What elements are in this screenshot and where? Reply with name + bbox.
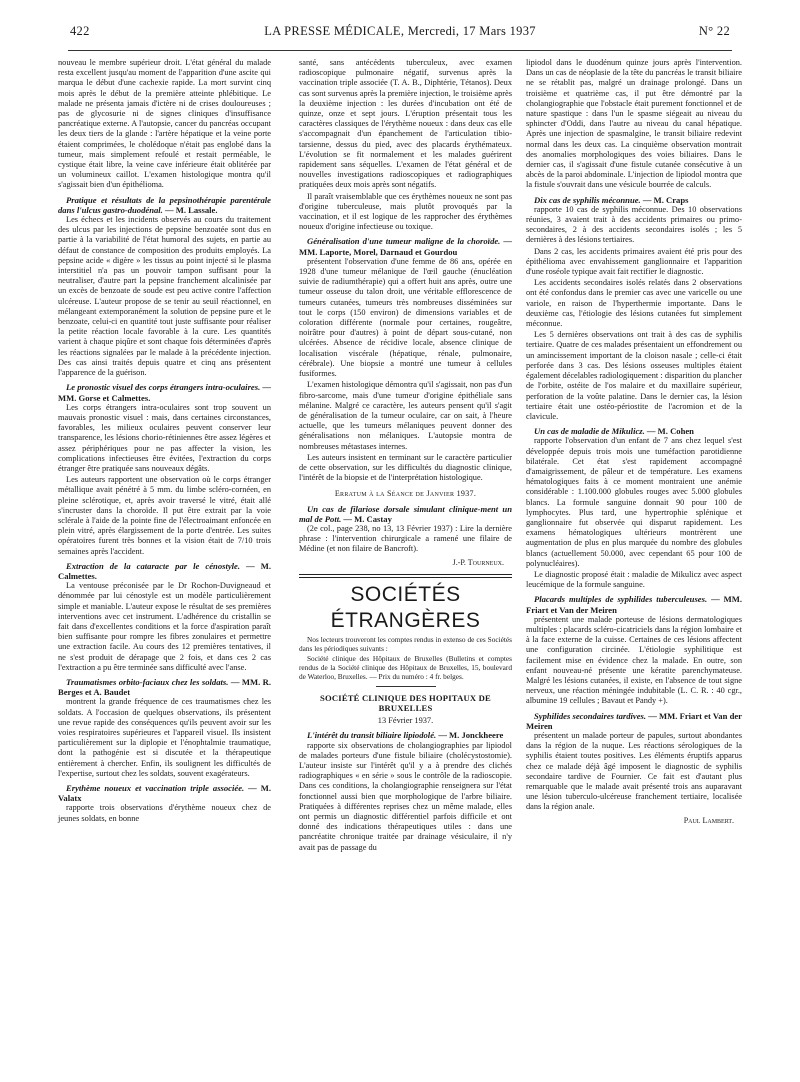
signature: Paul Lambert. xyxy=(683,815,734,825)
paragraph: montrent la grande fréquence de ces traumatismes chez les soldats. A l'occasion de quelques observations, ils présentent une revue rapide des conséquences qu'ils peuvent avoir sur les voies respiratoires supérieures et l'appareil visuel. Ils insistent particulièrement sur la diplopie et l'énophtalmie traumatique, dont la pathogénie est si discutée et la thérapeutique entièrement à chercher. Enfin, ils soulignent les difficultés de l'expertise, surtout chez les soldats, souvent exagérateurs. xyxy=(58,697,271,778)
article-title: Placards multiples de syphilides tuberculeuses. xyxy=(534,594,708,605)
paragraph: Les corps étrangers intra-oculaires sont trop souvent un mauvais pronostic visuel : mais, dans certaines circonstances, favorables, les milieux oculaires peuvent conserver leur transparence, les lésions chorio-rétiniennes être assez légères et assez périphériques pour ne pas affecter la vision, les complications infectieuses être évitées, l'extraction du corps étranger être pratiquée sans nouveaux dégâts. xyxy=(58,402,271,473)
article-title: Erythème noueux et vaccination triple associée. xyxy=(66,783,245,794)
article-title: Pratique et résultats de la pepsinothérapie parentérale dans l'ulcus gastro-duodénal. xyxy=(58,194,271,215)
section-note: Société clinique des Hôpitaux de Bruxelles (Bulletins et comptes rendus de la Société clinique des Hôpitaux de Bruxelles, 15, boulevard de Waterloo, Bruxelles. — Prix du numéro : 4 fr. belges. xyxy=(299,653,512,681)
signature: J.-P. Tourneux. xyxy=(452,557,504,567)
paragraph: rapporte six observations de cholangiographies par lipiodol de malades porteurs d'une fistule biliaire (cholécystostomie). L'auteur insiste sur l'intérêt qu'il y a à prendre des clichés radiographiques « en série » sous le contrôle de la radioscopie. Dans ces conditions, la cholangiographie renseignera sur l'état fonctionnel aussi bien que morphologique de l'arbre biliaire. Pratiquées à différentes reprises chez un même malade, elles ont permis un diagnostic différentiel parfois difficile et ont donné des indications thérapeutiques utiles : dans une pancréatite chronique traitée par drainage vésiculaire, il n'y avait pas de passage du xyxy=(299,740,512,852)
article-heading xyxy=(526,426,742,436)
section-note: Nos lecteurs trouveront les comptes rendus in extenso de ces Sociétés dans les périodiques suivants : xyxy=(299,634,512,653)
society-title: SOCIÉTÉ CLINIQUE DES HOPITAUX DE BRUXELLES xyxy=(320,692,491,713)
column-1 xyxy=(58,58,271,825)
paragraph: Les auteurs rapportent une observation où le corps étranger métallique avait pénétré à 5 mm. du limbe scléro-cornéen, en pleine sclérotique, et, après avoir traversé le vitré, était allé s'incruster dans la choroïde. Il put être extrait par la voie sclérale à l'aide de la pointe fine de l'électroaimant enfoncée en plein vitré, après élargissement de la porte d'entrée. Les suites opératoires furent très bonnes et la vision était de 7/10 trois semaines après l'accident. xyxy=(58,475,271,556)
paragraph: présentent un malade porteur de papules, surtout abondantes dans la région de la nuque. Les réactions sérologiques de la syphilis étaient toutes positives. Les éléments éruptifs apparus chez ce malade déjà âgé imposent le diagnostic de syphilis secondaire tardive de Fournier. Ce fait est d'autant plus remarquable que le malade avait présenté trois ans auparavant une lésion tuberculo-ulcéreuse franchement tertiaire, localisée dans la région anale. xyxy=(526,731,742,812)
article-title: Généralisation d'une tumeur maligne de la choroïde. xyxy=(307,236,501,247)
paragraph: présentent l'observation d'une femme de 86 ans, opérée en 1928 d'une tumeur mélanique de l'œil gauche (énucléation suivie de radiumthérapie) qui a offert huit ans après, outre une tumeur osseuse du talon droit, une véritable efflorescence de tumeurs cutanées, tumeurs très nombreuses disséminées sur tout le corps (150 environ) de dimensions variables et de coloration différente (normale pour certaines, rougeâtre, noirâtre pour d'autres) à point de départ sous-cutané, non ulcérées. Absence de récidive locale, absence clinique de localisation viscérale (hépatique, rénale, pulmonaire, cérébrale). Une biopsie a montré une tumeur à cellules fusiformes. xyxy=(299,256,512,379)
paragraph: rapporte 10 cas de syphilis méconnue. Des 10 observations réunies, 3 avaient trait à des accidents primaires ou primo-secondaires, 2 à des accidents secondaires isolés ; les 5 dernières à des lésions tertiaires. xyxy=(526,204,742,245)
column-3 xyxy=(526,58,742,832)
article-title: Dix cas de syphilis méconnue. xyxy=(534,194,641,205)
article-heading xyxy=(58,195,271,215)
article-heading xyxy=(299,236,512,256)
paragraph: Dans 2 cas, les accidents primaires avaient été pris pour des épithélioma avec envahissement ganglionnaire et l'apparition d'une roséole typique avait fait rectifier le diagnostic. xyxy=(526,246,742,277)
paragraph: Les auteurs insistent en terminant sur le caractère particulier de cette observation, sur les difficultés du diagnostic clinique, l'intérêt de la biopsie et de l'interprétation histologique. xyxy=(299,452,512,483)
erratum-title: Erratum à la Séance de Janvier 1937. xyxy=(334,489,477,499)
paragraph: (2e col., page 238, no 13, 13 Février 1937) : Lire la dernière phrase : l'intervention chirurgicale a ramené une filaire de Médine (et non filaire de Bancroft). xyxy=(299,523,512,554)
paragraph: santé, sans antécédents tuberculeux, avec examen radioscopique pulmonaire négatif, survenus après la vaccination triple associée (T. A. B., Diphtérie, Tétanos). Deux cas sont survenus après la première injection, le troisième après la deuxième injection : les durées d'incubation ont été de quinze, onze et sept jours. L'éruption présentait tous les caractères classiques de l'érythème noueux : dans deux cas elle s'accompagnait d'un épanchement de l'articulation tibio-tarsienne, dessus du pied, avec des placards érythémateux. L'évolution se fit normalement et les malades guérirent rapidement sans séquelles. L'examen de l'état général et de nouvelles investigations radioscopiques et radiographiques pratiquées deux mois après sont négatifs. xyxy=(299,58,512,190)
erratum-heading xyxy=(299,504,512,524)
journal-title: LA PRESSE MÉDICALE, Mercredi, 17 Mars 1937 xyxy=(264,24,536,38)
paragraph: Il paraît vraisemblable que ces érythèmes noueux ne sont pas d'origine tuberculeuse, mais plutôt provoqués par la vaccination, et il est logique de les rapprocher des érythèmes noueux d'origine infectieuse ou toxique. xyxy=(299,191,512,232)
article-title: Le pronostic visuel des corps étrangers intra-oculaires. xyxy=(66,382,261,393)
section-divider xyxy=(299,574,512,578)
article-author: — MM. R. Berges et A. Baudet xyxy=(58,676,272,698)
paragraph: lipiodol dans le duodénum quinze jours après l'intervention. Dans un cas de néoplasie de la tête du pancréas le transit biliaire ne se rétablit pas, malgré un drainage prolongé. Dans un troisième et quatrième cas, il put être démontré par la cholangiographie que l'obstacle était purement fonctionnel et de nature spastique : dans l'un le spasme siégeait au niveau du sphincter d'Oddi, dans l'autre au niveau du canal hépatique. Après une injection de spasmalgine, le transit biliaire redevint normal dans les deux cas. La cinquième observation montrait des anomalies morphologiques des voies biliaires. Dans le dernier cas, il s'agissait d'une fistule cutanée consécutive à un abcès de la paroi abdominale. L'injection de lipiodol montra que la fistule s'ouvrait dans une vésicule bourrée de calculs. xyxy=(526,58,742,190)
section-title: SOCIÉTÉS ÉTRANGÈRES xyxy=(330,582,481,632)
article-title: Syphilides secondaires tardives. xyxy=(534,710,647,721)
article-heading xyxy=(526,594,742,614)
paragraph: Le diagnostic proposé était : maladie de Mikulicz avec aspect leucémique de la formule sanguine. xyxy=(526,569,742,590)
article-author: — M. Valatx xyxy=(58,783,271,804)
paragraph: La ventouse préconisée par le Dr Rochon-Duvigneaud et dénommée par lui cénostyle est un modèle particulièrement simple et maniable. L'auteur expose le résultat de ses premières interventions avec cet instrument. L'adhérence du cristallin se fait dans d'excellentes conditions et la force d'aspiration paraît bien suffisante pour rompre les fibres zonulaires et permettre une extraction facile. Au cours des 12 premières tentatives, il ne s'est produit de dérapage que 2 fois, et dans ces 2 cas l'extraction a pu être terminée sans difficulté avec l'anse. xyxy=(58,581,271,672)
article-author: — MM. Gorse et Calmettes. xyxy=(58,382,272,403)
issue-number: N° 22 xyxy=(698,24,730,38)
article-author: — M. Castay xyxy=(343,513,392,524)
article-heading xyxy=(58,677,271,697)
article-heading xyxy=(58,783,271,803)
article-title: Traumatismes orbito-faciaux chez les soldats. xyxy=(66,676,229,687)
society-date: 13 Février 1937. xyxy=(377,716,434,726)
paragraph: rapporte trois observations d'érythème noueux chez de jeunes soldats, en bonne xyxy=(58,803,271,823)
paragraph: Les 5 dernières observations ont trait à des cas de syphilis tertiaire. Quatre de ces malades présentaient un effondrement ou un amincissement important de la cloison nasale ; celle-ci était perforée dans 3 cas. Des lésions osseuses multiples étaient également décelables radiologiquement : disparition du plancher de l'orbite, ostéite de l'os malaire et du maxillaire supérieur, perforation de la voûte palatine. Dans le dernier cas, la lésion tertiaire était une ostéo-périostite de l'acromion et de la clavicule. xyxy=(526,330,742,421)
article-title: Un cas de maladie de Mikulicz. xyxy=(534,426,645,437)
article-heading xyxy=(299,730,512,740)
article-author: — M. Lassale. xyxy=(164,204,218,215)
article-author: — M. Jonckheere xyxy=(438,730,504,741)
article-title: L'intérêt du transit biliaire lipiodolé. xyxy=(307,730,437,741)
article-heading xyxy=(58,382,271,402)
header-rule xyxy=(68,50,732,51)
article-heading xyxy=(526,195,742,205)
column-2 xyxy=(299,58,512,854)
article-title: Un cas de filariose dorsale simulant clinique-ment un mal de Pott. xyxy=(299,503,512,524)
article-title: Extraction de la cataracte par le cénostyle. xyxy=(66,560,241,571)
article-author: — M. Cohen xyxy=(646,426,694,437)
paragraph: Les accidents secondaires isolés relatés dans 2 observations ont été confondus dans le premier cas avec une varicelle ou une variole, en raison de l'hyperthermie importante. Dans le deuxième cas, l'étiologie des lésions cutanées fut simplement méconnue. xyxy=(526,278,742,329)
paragraph: Les échecs et les incidents observés au cours du traitement des ulcus par les injections de pepsine benzoatée sont dus en partie à la variabilité de l'état humoral des sujets, en partie au défaut de constance de composition des produits employés. La pepsine acide « digère » les tissus au point injecté si le plasma interstitiel n'a pas un pouvoir tampon suffisant pour la neutraliser, d'autre part la pepsine franchement alcalinisée par un excès de benzoate de soude est peu active contre l'affection ulcéreuse. L'auteur propose de se tenir au seuil réactionnel, en mélangeant extemporanément la solution de pepsine pure et le benzoate, celui-ci en quantité tout juste suffisante pour réaliser la petite réaction locale favorable à la cure. Les quantités varient à chaque piqûre et sont chaque fois déterminées d'après les réactions signalées par le malade à la précédente injection. Des cas ainsi traités depuis quatre et cinq ans présentent l'apparence de la guérison. xyxy=(58,215,271,378)
article-author: — MM. Laporte, Morel, Darnaud et Gourdou xyxy=(299,236,512,257)
paragraph: rapporte l'observation d'un enfant de 7 ans chez lequel s'est développée depuis trois mois une tuméfaction parotidienne bilatérale. Cet état s'est rapidement accompagné d'amaigrissement, de pâleur et de température. Les examens hématologiques faits à ce moment montraient une anémie considérable : 1.100.000 globules rouges avec 5.000 globules blancs. La formule sanguine donnait 90 pour 100 de lymphocytes. Plus tard, une hypertrophie splénique et ganglionnaire fut observée qui disparut rapidement. Les examens hématologiques ultérieurs montrèrent une augmentation de plus en plus marquée du nombre des globules blancs (actuellement 50.000, avec cependant 65 pour 100 de polynucléaires). xyxy=(526,436,742,568)
paragraph: nouveau le membre supérieur droit. L'état général du malade resta excellent jusqu'au moment de l'apparition d'une ascite qui marqua le début d'une cachexie rapide. La mort survint cinq mois après le début de la première atteinte phlébitique. Le malade ne présenta jamais d'ictère ni de crises douloureuses ; pas de glycosurie ni de signes cliniques d'insuffisance pancréatique externe. A l'autopsie, cancer du pancréas occupant les deux tiers de la glande : l'artère hépatique et la veine porte étaient comprimées, le cholédoque n'était pas englobé dans la tumeur, mais simplement refoulé et restait perméable, le cystique était libre, la veine cave inférieure était oblitérée par un volumineux caillot. L'examen histologique montra qu'il s'agissait bien d'un épithélioma. xyxy=(58,58,271,190)
article-author: — MM. Friart et Van der Meiren xyxy=(526,710,742,731)
paragraph: présentent une malade porteuse de lésions dermatologiques multiples : placards scléro-cicatriciels dans la région lombaire et à la face externe de la cuisse. Certaines de ces lésions affectent une configuration circinée. L'étiologie syphilitique est facilement mise en évidence chez la malade. En outre, son enfant nouveau-né présente une kératite parenchymateuse. Malgré les lésions cutanées, il existe, en l'absence de tout signe nerveux, une réaction méningée indubitable (L. C. R. : 40 cgr., albumine 19 cellules ; Bavaut et Pandy +). xyxy=(526,614,742,706)
paragraph: L'examen histologique démontra qu'il s'agissait, non pas d'un fibro-sarcome, mais d'une tumeur d'origine épithéliale sans mélanine. Malgré ce caractère, les auteurs pensent qu'il s'agit de généralisation de la tumeur oculaire, car on sait, à l'heure actuelle, que les tumeurs mélaniques peuvent donner des généralisations non mélaniques. L'autopsie montra de nombreuses métastases internes. xyxy=(299,380,512,451)
page-number: 422 xyxy=(70,24,90,38)
article-author: — MM. Friart et Van der Meiren xyxy=(526,594,742,615)
article-heading xyxy=(58,561,271,581)
divider xyxy=(376,686,436,687)
article-heading xyxy=(526,711,742,731)
article-author: — M. Calmettes. xyxy=(58,560,271,581)
article-author: — M. Craps xyxy=(642,194,689,205)
page-header xyxy=(70,24,730,44)
